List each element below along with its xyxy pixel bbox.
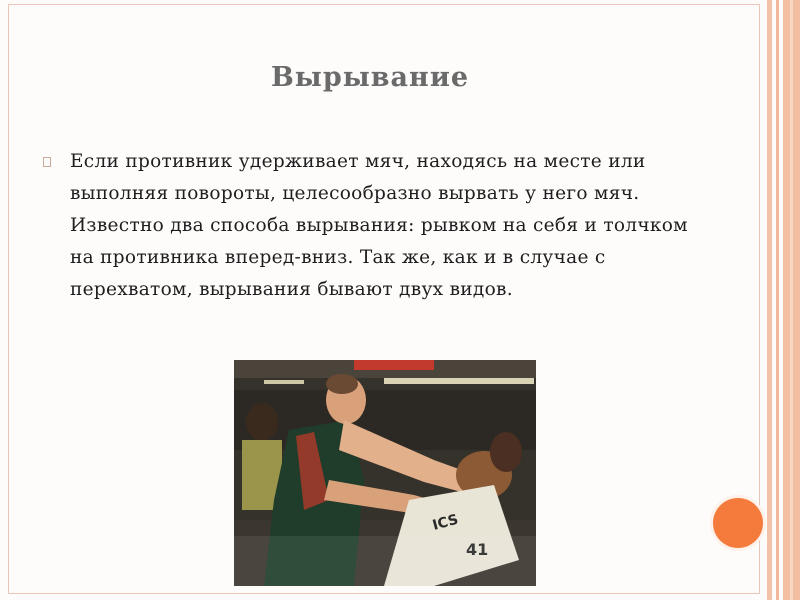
basketball-photo: [234, 360, 536, 586]
square-bullet-icon: [42, 155, 52, 169]
decorative-circle: [713, 498, 763, 548]
basketball-photo-illustration: [234, 360, 536, 586]
decorative-stripe: [776, 0, 779, 600]
svg-text:ICS: ICS: [430, 511, 460, 534]
decorative-stripe: [790, 0, 793, 600]
decorative-stripe: [767, 0, 772, 600]
svg-text:41: 41: [466, 540, 489, 559]
body-paragraph: Если противник удерживает мяч, находясь на месте или выполняя повороты, целесообразно вырвать у него мяч. Известно два способа вырывания: рывком на себя и толчком на противника вперед-вниз. Так же, как и в случае с перехватом, вырывания бывают двух видов.: [70, 151, 688, 300]
slide-title: Вырывание: [270, 62, 470, 93]
